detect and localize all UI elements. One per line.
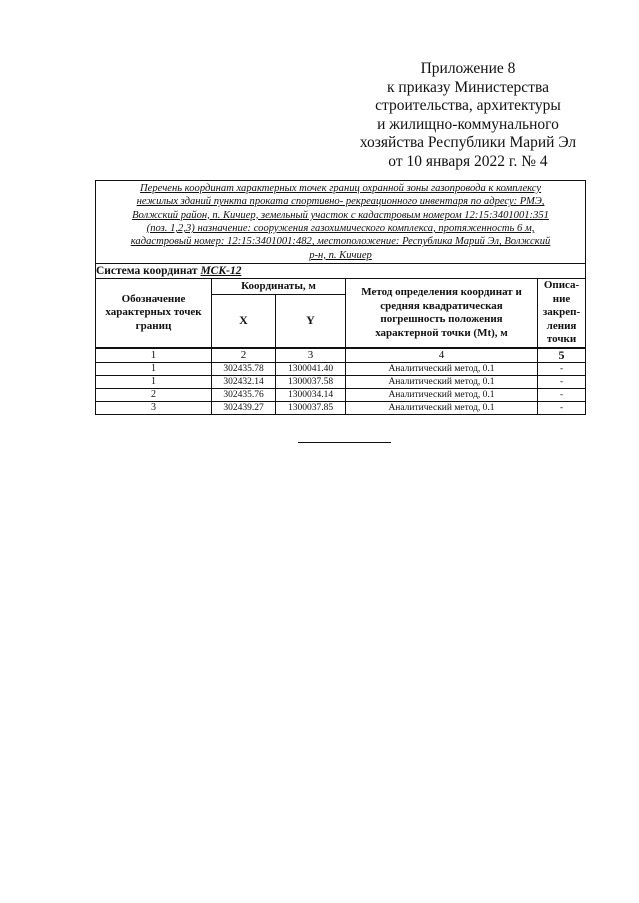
coordinate-system — [96, 264, 586, 279]
table-row — [96, 402, 586, 415]
cell-y: 1300041.40 — [276, 363, 346, 376]
header-description — [538, 279, 586, 349]
intro-line: Волжский район, п. Кичиер, земельный участок с кадастровым номером 12:15:3401001:351 — [132, 209, 549, 221]
header-method: Метод определения координат и средняя квадратическая погрешность положения характерной точки (Mt), м — [346, 279, 538, 349]
column-number: 3 — [276, 348, 346, 363]
cell-y: 1300034.14 — [276, 389, 346, 402]
cell-point: 1 — [96, 376, 212, 389]
column-number: 5 — [538, 348, 586, 363]
column-number: 1 — [96, 348, 212, 363]
end-divider-line — [298, 442, 391, 443]
header-coordinates: Координаты, м — [212, 279, 346, 295]
header-point: Обозначение характерных точек границ — [96, 279, 212, 349]
header-description-line: закреп- — [542, 306, 581, 319]
header-description-line: ние — [552, 292, 571, 305]
cell-y: 1300037.58 — [276, 376, 346, 389]
coordinate-system-code: МСК-12 — [200, 265, 242, 277]
column-number: 4 — [346, 348, 538, 363]
header-description-line: ления — [546, 319, 577, 332]
table-row — [96, 389, 586, 402]
cell-x: 302432.14 — [212, 376, 276, 389]
header-line: и жилищно-коммунального — [377, 115, 559, 133]
header-line: хозяйства Республики Марий Эл — [359, 134, 577, 152]
cell-method: Аналитический метод, 0.1 — [346, 376, 538, 389]
header-y: Y — [276, 295, 346, 349]
table-intro — [96, 181, 586, 264]
coordinates-table — [95, 180, 586, 415]
cell-description: - — [538, 402, 586, 415]
intro-line: Перечень координат характерных точек границ охранной зоны газопровода к комплексу — [139, 182, 542, 194]
table-row — [96, 376, 586, 389]
cell-y: 1300037.85 — [276, 402, 346, 415]
column-number: 2 — [212, 348, 276, 363]
header-line: к приказу Министерства — [387, 78, 549, 96]
header-description-line: точки — [546, 333, 577, 346]
cell-x: 302435.78 — [212, 363, 276, 376]
intro-line: нежилых зданий пункта проката спортивно- рекреационного инвентаря по адресу: РМЭ, — [136, 196, 545, 208]
cell-x: 302439.27 — [212, 402, 276, 415]
cell-method: Аналитический метод, 0.1 — [346, 363, 538, 376]
intro-line: кадастровый номер: 12:15:3401001:482, местоположение: Республика Марий Эл, Волжский — [130, 236, 551, 248]
header-line: строительства, архитектуры — [375, 97, 561, 115]
cell-description: - — [538, 376, 586, 389]
coordinate-system-label: Система координат — [96, 265, 198, 277]
cell-x: 302435.76 — [212, 389, 276, 402]
cell-point: 1 — [96, 363, 212, 376]
cell-description: - — [538, 389, 586, 402]
appendix-header — [340, 60, 596, 172]
header-line: Приложение 8 — [420, 60, 516, 77]
header-x: X — [212, 295, 276, 349]
intro-line: (поз. 1,2,3) назначение: сооружения газохимического комплекса, протяженность 6 м, — [146, 223, 535, 234]
header-description-line: Описа- — [543, 279, 580, 292]
cell-point: 2 — [96, 389, 212, 402]
header-line: от 10 января 2022 г. № 4 — [388, 152, 548, 170]
cell-method: Аналитический метод, 0.1 — [346, 402, 538, 415]
table-row — [96, 363, 586, 376]
cell-point: 3 — [96, 402, 212, 415]
cell-description: - — [538, 363, 586, 376]
intro-line: р-н, п. Кичиер — [309, 249, 372, 261]
cell-method: Аналитический метод, 0.1 — [346, 389, 538, 402]
